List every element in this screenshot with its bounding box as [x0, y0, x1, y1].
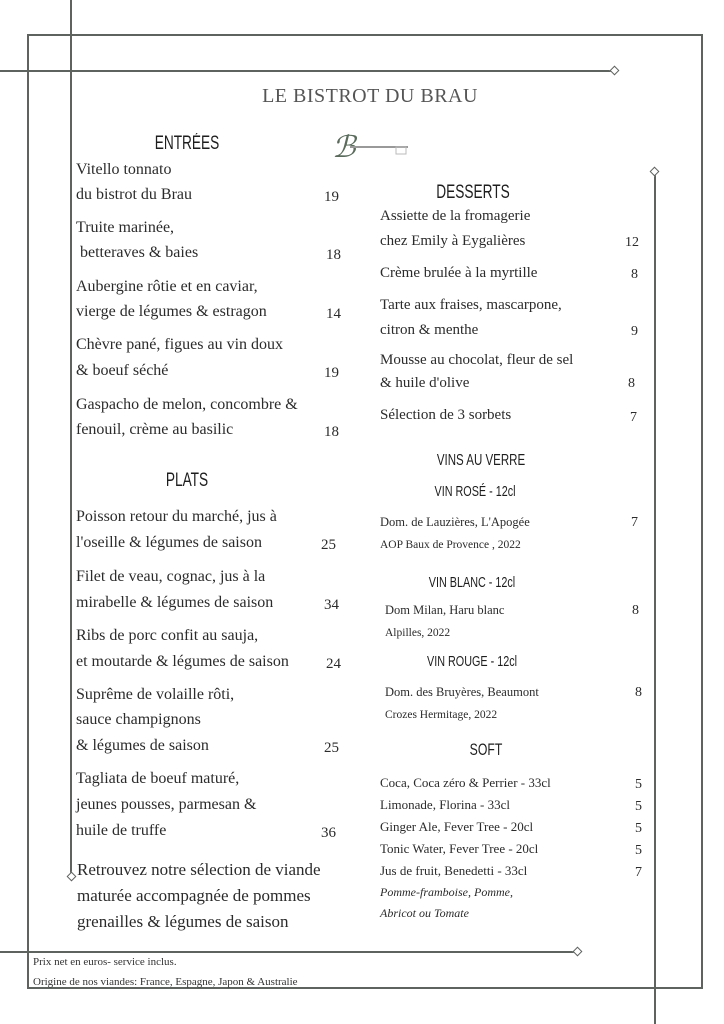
menu-item: l'oseille & légumes de saison [76, 534, 262, 551]
restaurant-title: LE BISTROT DU BRAU [262, 85, 478, 107]
menu-price: 25 [324, 740, 339, 756]
frame-top [27, 34, 703, 36]
menu-item: du bistrot du Brau [76, 186, 192, 203]
maturee-note: grenailles & légumes de saison [77, 912, 289, 931]
menu-price: 18 [324, 424, 339, 440]
menu-price: 7 [631, 515, 638, 530]
menu-item: jeunes pousses, parmesan & [76, 796, 257, 813]
wine-origin: Alpilles, 2022 [385, 627, 451, 639]
menu-item: Sélection de 3 sorbets [380, 407, 512, 423]
menu-price: 19 [324, 189, 339, 205]
menu-price: 8 [631, 267, 638, 282]
menu-price: 18 [326, 247, 341, 263]
soft-heading: SOFT [469, 740, 503, 759]
drink-item: Ginger Ale, Fever Tree - 20cl [380, 819, 534, 834]
drink-item: Jus de fruit, Benedetti - 33cl [380, 863, 528, 878]
menu-price: 9 [631, 324, 638, 339]
menu-price: 8 [635, 685, 642, 700]
menu-price: 36 [321, 825, 336, 841]
menu-item: Truite marinée, [76, 219, 175, 236]
menu-price: 19 [324, 365, 339, 381]
menu-price: 12 [625, 235, 639, 250]
menu-item: & huile d'olive [380, 375, 470, 391]
vin-rose-heading: VIN ROSÉ - 12cl [434, 483, 516, 500]
wine-name: Dom. des Bruyères, Beaumont [385, 685, 539, 699]
menu-item: huile de truffe [76, 822, 167, 839]
menu-price: 34 [324, 597, 339, 613]
menu-item: Vitello tonnato [76, 161, 172, 178]
frame-left [27, 34, 29, 989]
deco-line-right-vertical [654, 174, 656, 1024]
menu-price: 24 [326, 656, 341, 672]
wine-origin: AOP Baux de Provence , 2022 [380, 539, 521, 551]
menu-price: 5 [635, 777, 642, 792]
plats-heading: PLATS [165, 470, 209, 491]
deco-diamond [650, 167, 660, 177]
menu-item: Mousse au chocolat, fleur de sel [380, 352, 574, 368]
menu-item: Assiette de la fromagerie [380, 208, 531, 224]
menu-price: 7 [630, 410, 637, 425]
menu-item: Crème brulée à la myrtille [380, 265, 538, 281]
entrees-heading: ENTRÉES [154, 133, 220, 154]
menu-item: et moutarde & légumes de saison [76, 653, 289, 670]
menu-item: citron & menthe [380, 322, 479, 338]
vin-blanc-heading: VIN BLANC - 12cl [428, 574, 516, 591]
menu-item: Ribs de porc confit au sauja, [76, 627, 259, 644]
menu-item: vierge de légumes & estragon [76, 303, 267, 320]
menu-item: Tarte aux fraises, mascarpone, [380, 297, 562, 313]
menu-item: Suprême de volaille rôti, [76, 686, 235, 703]
wine-name: Dom Milan, Haru blanc [385, 603, 505, 617]
deco-diamond [67, 872, 77, 882]
menu-item: mirabelle & légumes de saison [76, 594, 274, 611]
menu-item: & boeuf séché [76, 362, 169, 379]
logo-key-icon [330, 130, 412, 162]
menu-price: 8 [628, 376, 635, 391]
menu-price: 8 [632, 603, 639, 618]
menu-item: chez Emily à Eygalières [380, 233, 526, 249]
menu-item: Gaspacho de melon, concombre & [76, 396, 298, 413]
wine-name: Dom. de Lauzières, L'Apogée [380, 515, 530, 529]
menu-item: Tagliata de boeuf maturé, [76, 770, 240, 787]
deco-diamond [610, 66, 620, 76]
menu-item: fenouil, crème au basilic [76, 421, 234, 438]
drink-item: Tonic Water, Fever Tree - 20cl [380, 841, 539, 856]
menu-price: 25 [321, 537, 336, 553]
menu-price: 14 [326, 306, 341, 322]
menu-price: 7 [635, 865, 642, 880]
deco-diamond [573, 947, 583, 957]
svg-text:ℬ: ℬ [332, 131, 356, 162]
menu-item: betteraves & baies [76, 244, 199, 261]
wine-origin: Crozes Hermitage, 2022 [385, 709, 498, 721]
deco-line-top-horizontal [0, 70, 612, 72]
deco-line-left-vertical [70, 0, 72, 876]
frame-right [701, 34, 703, 989]
menu-item: sauce champignons [76, 711, 201, 728]
menu-price: 5 [635, 821, 642, 836]
juice-flavours: Pomme-framboise, Pomme, [380, 885, 513, 899]
menu-item: Aubergine rôtie et en caviar, [76, 278, 258, 295]
drink-item: Limonade, Florina - 33cl [380, 797, 510, 812]
menu-item: Chèvre pané, figues au vin doux [76, 336, 284, 353]
menu-item: Filet de veau, cognac, jus à la [76, 568, 266, 585]
menu-item: Poisson retour du marché, jus à [76, 508, 277, 525]
desserts-heading: DESSERTS [436, 182, 510, 203]
maturee-note: Retrouvez notre sélection de viande [77, 860, 321, 879]
vin-rouge-heading: VIN ROUGE - 12cl [426, 653, 518, 670]
vins-heading: VINS AU VERRE [436, 452, 526, 469]
footer-note: Prix net en euros- service inclus. [33, 956, 177, 968]
menu-price: 5 [635, 799, 642, 814]
juice-flavours: Abricot ou Tomate [380, 906, 469, 920]
maturee-note: maturée accompagnée de pommes [77, 886, 311, 905]
menu-price: 5 [635, 843, 642, 858]
drink-item: Coca, Coca zéro & Perrier - 33cl [380, 775, 551, 790]
menu-item: & légumes de saison [76, 737, 209, 754]
footer-note: Origine de nos viandes: France, Espagne, Japon & Australie [33, 976, 298, 988]
